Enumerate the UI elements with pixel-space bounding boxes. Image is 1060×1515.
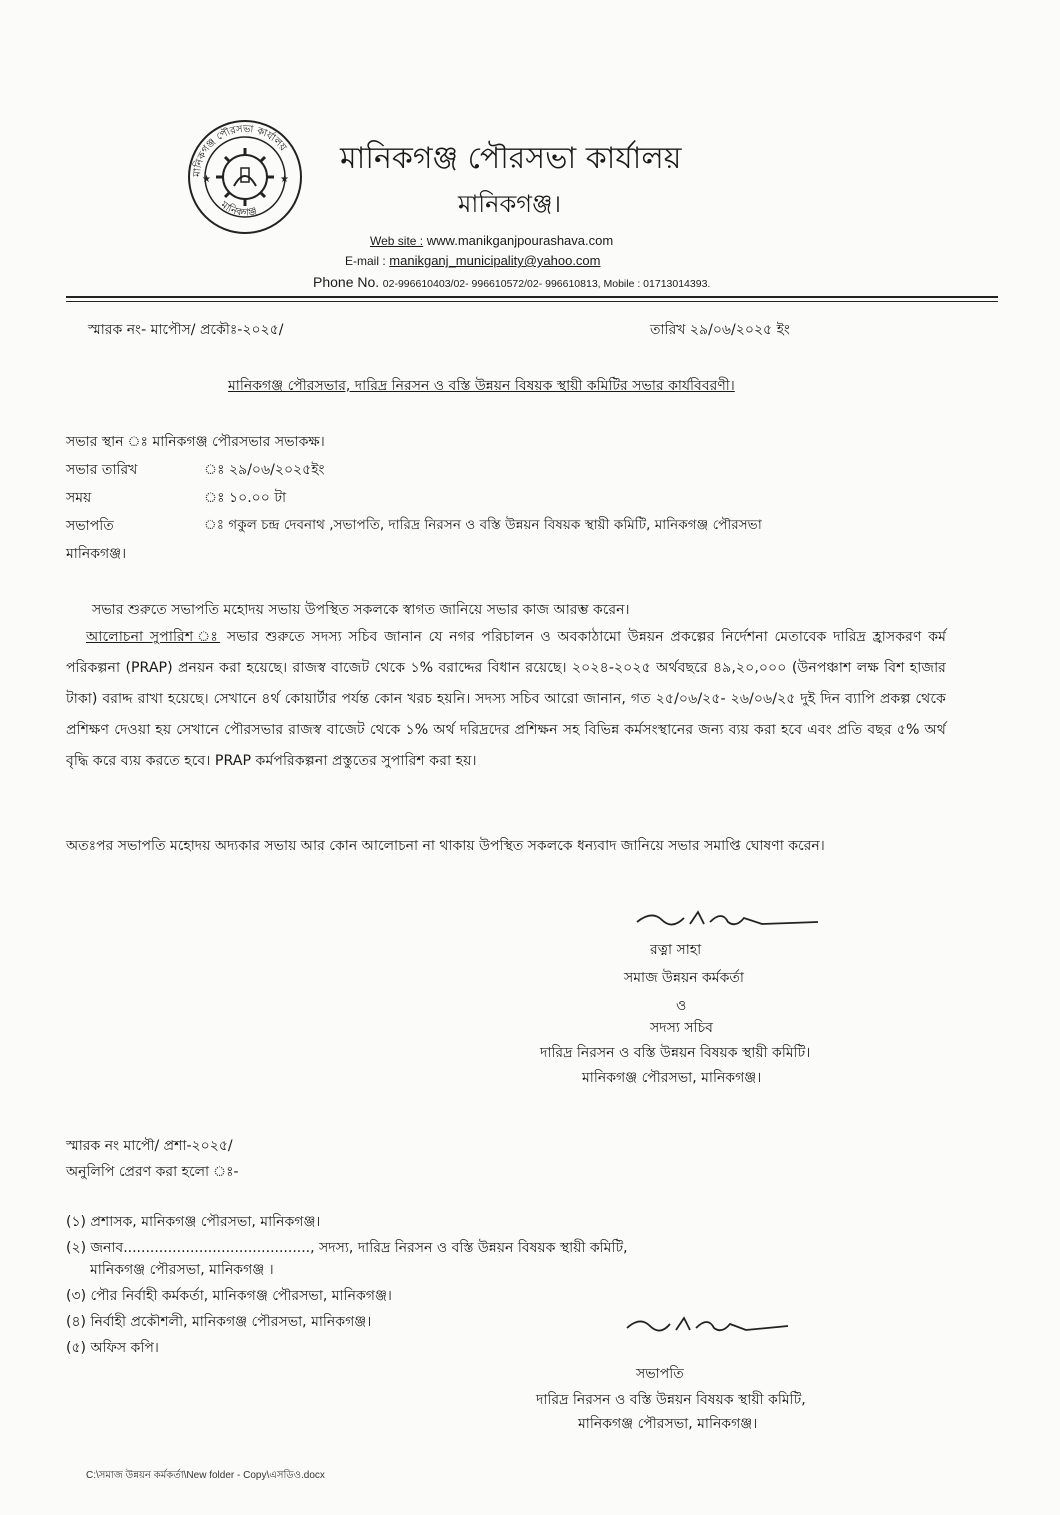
phone-numbers: 02-996610403/02- 996610572/02- 996610813, Mobile : 01713014393. <box>382 278 711 290</box>
office-title: মানিকগঞ্জ পৌরসভা কার্যালয় <box>340 141 682 176</box>
phone-label: Phone No. <box>313 274 380 290</box>
svg-text:★: ★ <box>202 174 211 185</box>
sig1-name: রত্না সাহা <box>650 942 702 958</box>
signature-1 <box>632 906 822 934</box>
phone-line <box>313 274 710 290</box>
email-label: E-mail : <box>345 254 386 268</box>
copies-ref: স্মারক নং মাপৌ/ প্রশা-২০২৫/ <box>66 1138 233 1154</box>
meeting-chair-value: ঃ গকুল চন্দ্র দেবনাথ ,সভাপতি, দারিদ্র নিরসন ও বস্তি উন্নয়ন বিষয়ক স্থায়ী কমিটি, মানিকগঞ্জ পৌরসভা <box>204 517 762 533</box>
closing-paragraph: অতঃপর সভাপতি মহোদয় অদ্যকার সভায় আর কোন আলোচনা না থাকায় উপস্থিত সকলকে ধন্যবাদ জানিয়ে সভার সমাপ্তি ঘোষণা করেন। <box>66 838 825 854</box>
sig2-office: মানিকগঞ্জ পৌরসভা, মানিকগঞ্জ। <box>578 1416 758 1432</box>
sig1-role: সদস্য সচিব <box>650 1020 713 1036</box>
website-link[interactable]: www.manikganjpourashava.com <box>426 233 614 248</box>
signature-2 <box>622 1310 792 1340</box>
email-line <box>345 253 600 268</box>
copy-item-2-cont: মানিকগঞ্জ পৌরসভা, মানিকগঞ্জ । <box>90 1262 274 1278</box>
memo-date: তারিখ ২৯/০৬/২০২৫ ইং <box>650 322 790 338</box>
discussion-paragraph <box>66 622 946 777</box>
meeting-time-value: ঃ ১০.০০ টা <box>204 490 287 506</box>
copy-item-1: (১) প্রশাসক, মানিকগঞ্জ পৌরসভা, মানিকগঞ্জ। <box>66 1214 321 1230</box>
sig1-office: মানিকগঞ্জ পৌরসভা, মানিকগঞ্জ। <box>582 1070 762 1086</box>
copy-item-2: (২) জনাব.........................................., সদস্য, দারিদ্র নিরসন ও বস্তি উন্নয়ন বিষয়ক স্থায়ী কমিটি, <box>66 1240 628 1256</box>
sig2-title: সভাপতি <box>636 1366 684 1382</box>
sig1-committee: দারিদ্র নিরসন ও বস্তি উন্নয়ন বিষয়ক স্থায়ী কমিটি। <box>540 1045 811 1061</box>
svg-text:মানিকগঞ্জ পৌরসভা কার্যালয়: মানিকগঞ্জ পৌরসভা কার্যালয় <box>191 123 289 178</box>
sig1-and: ও <box>676 998 687 1014</box>
discussion-label: আলোচনা সুপারিশ ঃ <box>86 629 221 645</box>
sig1-title: সমাজ উন্নয়ন কর্মকর্তা <box>624 970 744 986</box>
meeting-date-value: ঃ ২৯/০৬/২০২৫ইং <box>204 462 325 478</box>
copy-item-4: (৪) নির্বাহী প্রকৌশলী, মানিকগঞ্জ পৌরসভা, মানিকগঞ্জ। <box>66 1314 372 1330</box>
copies-intro: অনুলিপি প্রেরণ করা হলো ঃ- <box>66 1164 239 1180</box>
header-rule-thick <box>66 296 998 298</box>
header-rule-thin <box>66 301 998 302</box>
meeting-date-label: সভার তারিখ <box>66 462 138 478</box>
meeting-chair-cont: মানিকগঞ্জ। <box>66 546 127 562</box>
meeting-chair-label: সভাপতি <box>66 518 114 534</box>
seal-text <box>186 118 304 236</box>
email-link[interactable]: manikganj_municipality@yahoo.com <box>389 253 601 268</box>
copy-item-5: (৫) অফিস কপি। <box>66 1340 159 1356</box>
memo-ref: স্মারক নং- মাপৌস/ প্রকৌঃ-২০২৫/ <box>88 322 284 338</box>
office-city: মানিকগঞ্জ। <box>458 190 562 218</box>
copy-item-3: (৩) পৌর নির্বাহী কর্মকর্তা, মানিকগঞ্জ পৌরসভা, মানিকগঞ্জ। <box>66 1288 392 1304</box>
meeting-time-label: সময় <box>66 490 92 506</box>
website-label: Web site : <box>370 234 424 248</box>
svg-text:★: ★ <box>280 174 289 185</box>
svg-text:মানিকগঞ্জ: মানিকগঞ্জ <box>218 199 259 219</box>
sig2-committee: দারিদ্র নিরসন ও বস্তি উন্নয়ন বিষয়ক স্থায়ী কমিটি, <box>536 1392 806 1408</box>
discussion-text: সভার শুরুতে সদস্য সচিব জানান যে নগর পরিচালন ও অবকাঠামো উন্নয়ন প্রকল্পের নির্দেশনা মেতাবেক দারিদ্র হ্রাসকরণ কর্ম পরিকল্পনা (PRAP) প্রনয়ন করা হয়েছে। রাজস্ব বাজেট থেকে ১% বরাদ্দের বিধান রয়েছে। ২০২৪-২০২৫ অর্থবছরে ৪৯,২০,০০০ (উনপঞ্চাশ লক্ষ বিশ হাজার টাকা) বরাদ্দ রাখা হয়েছে। সেখানে ৪র্থ কোয়ার্টার পর্যন্ত কোন খরচ হয়নি। সদস্য সচিব আরো জানান, গত ২৫/০৬/২৫- ২৬/০৬/২৫ দুই দিন ব্যাপি প্রকল্প থেকে প্রশিক্ষণ দেওয়া হয় সেখানে পৌরসভার রাজস্ব বাজেট থেকে ১% অর্থ দরিদ্রদের প্রশিক্ষন সহ বিভিন্ন কর্মসংস্থানের জন্য ব্যয় করা হবে এবং প্রতি বছর ৫% অর্থ বৃদ্ধি করে ব্যয় করতে হবে। PRAP কর্মপরিকল্পনা প্রস্তুতের সুপারিশ করা হয়। <box>66 629 947 769</box>
subject-line: মানিকগঞ্জ পৌরসভার, দারিদ্র নিরসন ও বস্তি উন্নয়ন বিষয়ক স্থায়ী কমিটির সভার কার্যবিবরণী। <box>228 378 735 394</box>
opening-paragraph: সভার শুরুতে সভাপতি মহোদয় সভায় উপস্থিত সকলকে স্বাগত জানিয়ে সভার কাজ আরম্ভ করেন। <box>92 602 630 618</box>
meeting-place: সভার স্থান ঃ মানিকগঞ্জ পৌরসভার সভাকক্ষ। <box>66 434 325 450</box>
file-path-footer: C:\সমাজ উন্নয়ন কর্মকর্তা\New folder - Copy\এসডিও.docx <box>86 1470 325 1481</box>
website-line <box>370 233 613 248</box>
